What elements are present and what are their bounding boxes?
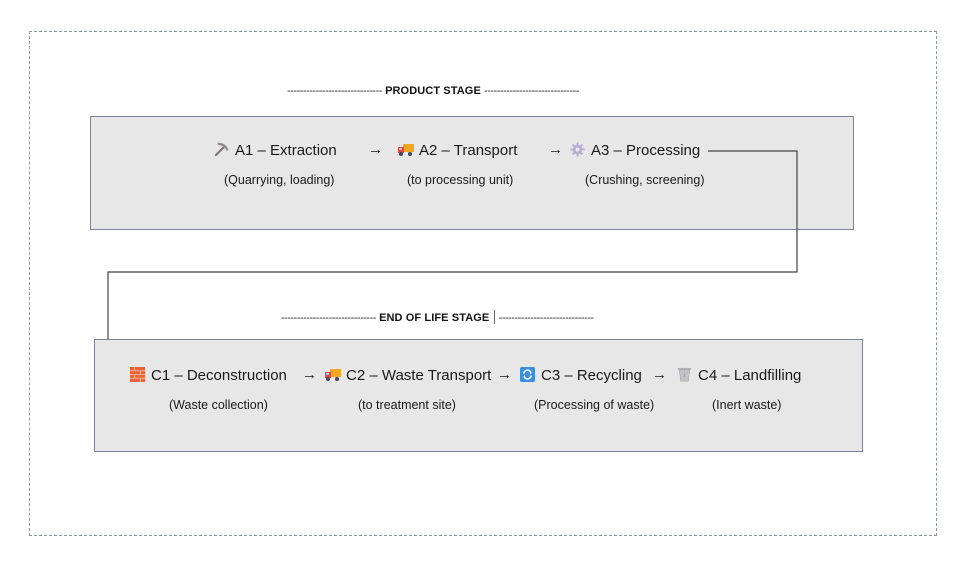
step-c3-label: C3 – Recycling [541,367,642,384]
end-of-life-stage-title [281,310,594,324]
step-c3 [520,367,642,384]
outer-dashed-frame [29,31,937,536]
step-a2 [398,142,517,159]
step-c2-subtitle: (to treatment site) [358,398,456,412]
product-stage-label: PRODUCT STAGE [385,85,481,97]
arrow-a1-a2: → [368,141,383,158]
step-c1 [130,367,287,384]
step-a2-subtitle: (to processing unit) [407,173,514,187]
pickaxe-icon [214,142,229,157]
step-a3 [570,142,700,159]
step-c1-label: C1 – Deconstruction [151,367,287,384]
step-a3-label: A3 – Processing [591,142,701,159]
title-dash-left: ------------------------------ [287,85,382,97]
brick-icon [130,367,145,382]
arrow-c2-c3: → [497,366,512,383]
step-c4 [677,367,801,384]
step-c2-label: C2 – Waste Transport [346,367,492,384]
step-c4-label: C4 – Landfilling [698,367,802,384]
step-c1-subtitle: (Waste collection) [169,398,268,412]
product-stage-title [287,85,579,97]
end-of-life-stage-box [94,339,863,452]
text-cursor [494,310,495,324]
recycle-icon [520,367,535,382]
arrow-a2-a3: → [548,141,563,158]
step-c3-subtitle: (Processing of waste) [534,398,655,412]
step-a3-subtitle: (Crushing, screening) [585,173,705,187]
gear-icon [570,142,585,157]
truck-icon [398,142,413,157]
trash-can-icon [677,367,692,382]
step-a1-subtitle: (Quarrying, loading) [224,173,335,187]
truck-icon [325,367,340,382]
step-c4-subtitle: (Inert waste) [712,398,782,412]
step-a2-label: A2 – Transport [419,142,518,159]
title-dash-left: ------------------------------ [281,312,376,324]
title-dash-right: ------------------------------ [498,312,594,324]
end-of-life-stage-label: END OF LIFE STAGE [379,312,490,324]
title-dash-right: ------------------------------ [484,85,579,97]
step-c2 [325,367,491,384]
step-a1 [214,142,337,159]
arrow-c1-c2: → [302,366,317,383]
step-a1-label: A1 – Extraction [235,142,337,159]
arrow-c3-c4: → [652,366,667,383]
